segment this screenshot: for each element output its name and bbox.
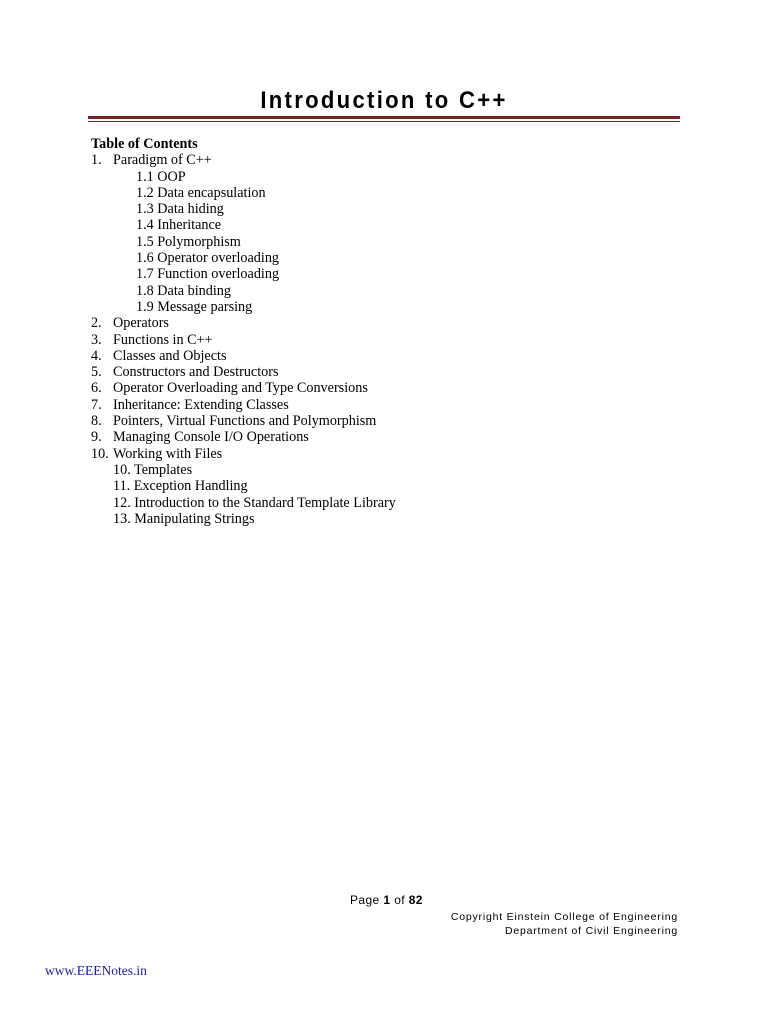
- toc-extra-item: 11. Exception Handling: [113, 478, 248, 495]
- toc-label: Working with Files: [113, 445, 223, 462]
- copyright-block: [451, 910, 678, 938]
- toc-subitem: 1.3 Data hiding: [136, 201, 224, 218]
- toc-number: 5.: [91, 364, 102, 381]
- toc-number: 1.: [91, 152, 102, 169]
- page-current: 1: [383, 893, 391, 907]
- toc-subitem: 1.7 Function overloading: [136, 266, 280, 283]
- website-link[interactable]: www.EEENotes.in: [45, 963, 147, 978]
- toc-number: 9.: [91, 429, 102, 446]
- toc-number: 3.: [91, 331, 102, 348]
- toc-item: [91, 315, 396, 331]
- toc-label: Managing Console I/O Operations: [113, 429, 309, 446]
- toc-extra-item: 12. Introduction to the Standard Template Library: [113, 494, 396, 511]
- title-divider-thin: [88, 121, 680, 122]
- toc-subitem: 1.5 Polymorphism: [136, 233, 241, 250]
- copyright-line: Copyright Einstein College of Engineering: [450, 911, 678, 923]
- toc-subitem: 1.9 Message parsing: [136, 298, 253, 315]
- toc-number: 10.: [91, 445, 109, 462]
- toc-label: Operator Overloading and Type Conversions: [113, 380, 368, 397]
- toc-item: [91, 348, 396, 364]
- toc-label: Constructors and Destructors: [113, 364, 279, 381]
- document-title: Introduction to C++: [260, 87, 508, 114]
- toc-number: 8.: [91, 413, 102, 430]
- toc-label: Paradigm of C++: [113, 152, 212, 169]
- toc-subitem: 1.8 Data binding: [136, 282, 231, 299]
- toc-item: [91, 413, 396, 429]
- table-of-contents: [91, 136, 396, 527]
- page-prefix: Page: [350, 893, 380, 907]
- toc-subitem: 1.6 Operator overloading: [136, 250, 280, 267]
- toc-number: 6.: [91, 380, 102, 397]
- page-total: 82: [408, 893, 423, 907]
- toc-subitem: 1.4 Inheritance: [136, 217, 222, 234]
- department-line: Department of Civil Engineering: [504, 925, 678, 937]
- toc-label: Pointers, Virtual Functions and Polymorphism: [113, 413, 377, 430]
- toc-extra-item: 10. Templates: [113, 461, 193, 478]
- page-number: [350, 893, 423, 907]
- toc-label: Operators: [113, 315, 169, 332]
- title-divider: [88, 116, 680, 119]
- toc-subitem: 1.1 OOP: [136, 168, 186, 185]
- toc-extra-item: 13. Manipulating Strings: [113, 510, 255, 527]
- toc-item: [91, 397, 396, 413]
- toc-number: 2.: [91, 315, 102, 332]
- toc-item: [91, 364, 396, 380]
- toc-number: 7.: [91, 396, 102, 413]
- toc-item: [91, 152, 396, 168]
- toc-item: [91, 429, 396, 445]
- toc-label: Functions in C++: [113, 331, 213, 348]
- toc-item: [91, 446, 396, 462]
- toc-subitem: 1.2 Data encapsulation: [136, 184, 266, 201]
- toc-label: Inheritance: Extending Classes: [113, 396, 289, 413]
- page-of: of: [394, 893, 405, 907]
- toc-item: [91, 332, 396, 348]
- toc-heading: Table of Contents: [91, 136, 198, 152]
- toc-item: [91, 380, 396, 396]
- toc-label: Classes and Objects: [113, 347, 227, 364]
- toc-number: 4.: [91, 347, 102, 364]
